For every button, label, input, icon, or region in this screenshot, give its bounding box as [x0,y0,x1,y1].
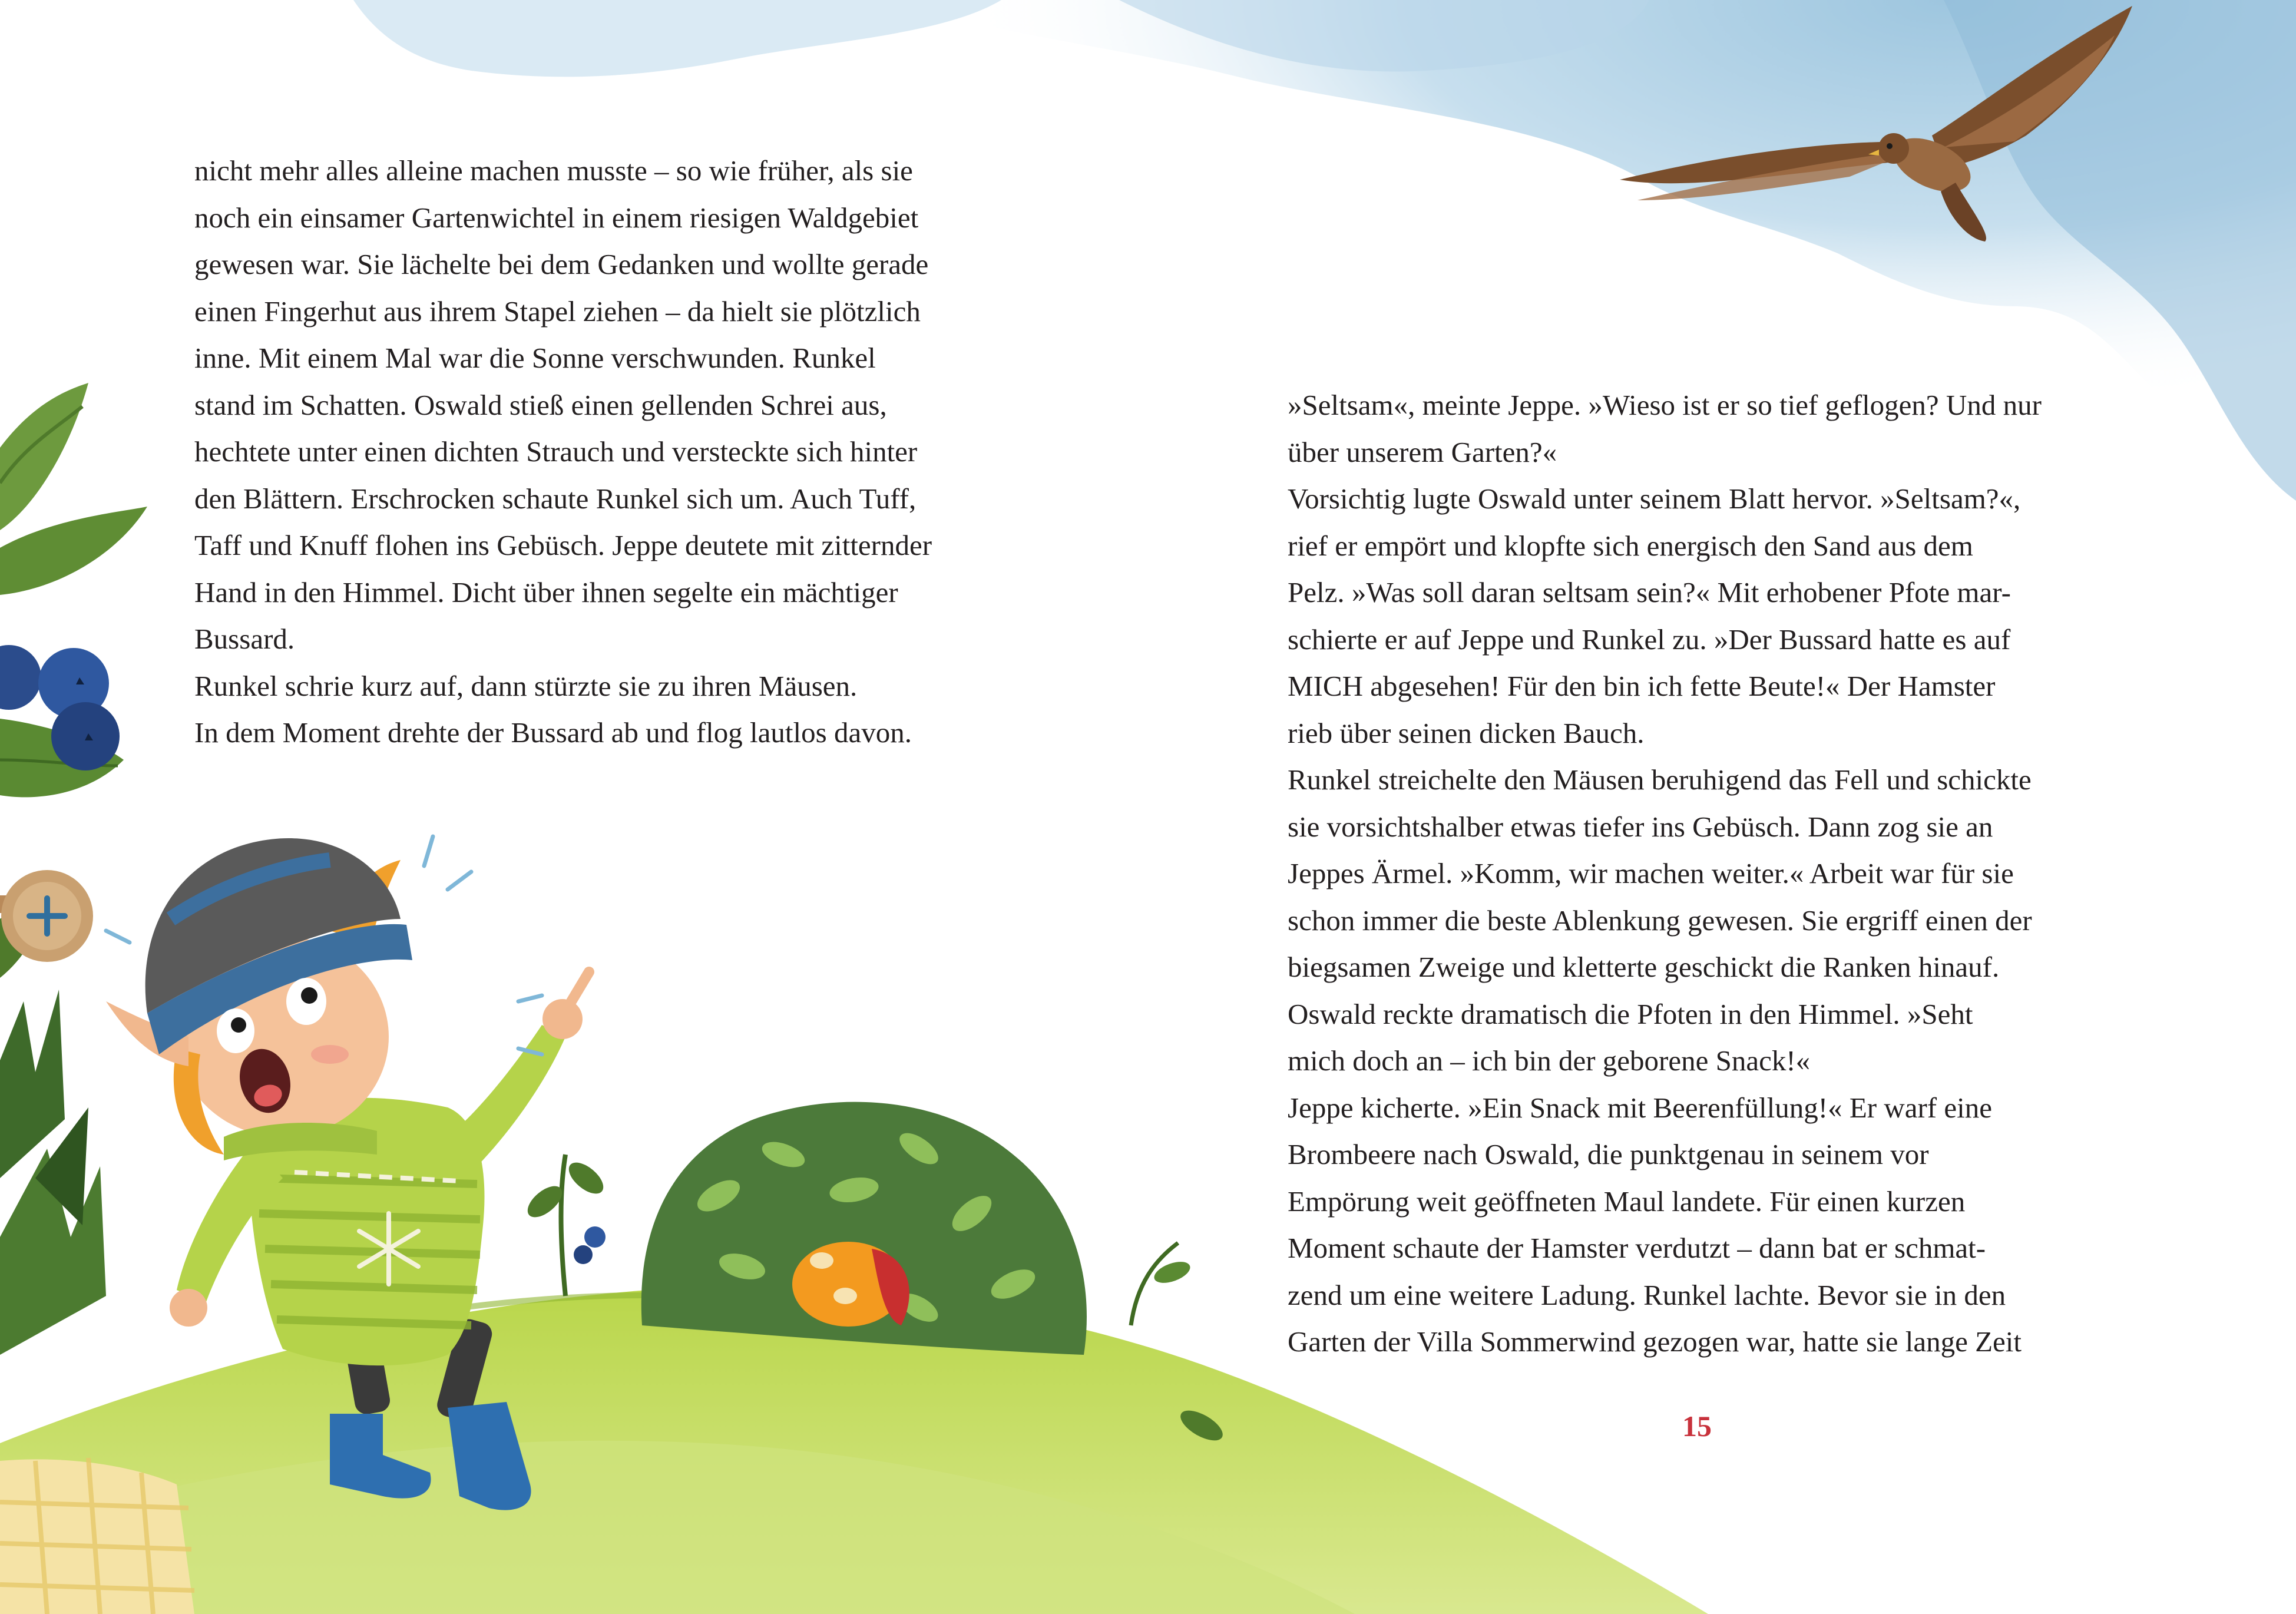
text-line: »Seltsam«, meinte Jeppe. »Wieso ist er so tief geflogen? Und nur [1288,389,2042,421]
text-line: rieb über seinen dicken Bauch. [1288,716,1645,749]
text-line: nicht mehr alles alleine machen musste – so wie früher, als sie [194,154,913,187]
text-line: Brombeere nach Oswald, die punktgenau in seinem vor [1288,1138,1929,1170]
text-line: Bussard. [194,623,295,655]
text-line: schierte er auf Jeppe und Runkel zu. »Der Bussard hatte es auf [1288,623,2011,656]
text-line: In dem Moment drehte der Bussard ab und flog lautlos davon. [194,716,912,749]
text-line: Pelz. »Was soll daran seltsam sein?« Mit erhobener Pfote mar- [1288,576,2011,608]
text-line: Taff und Knuff flohen ins Gebüsch. Jeppe deutete mit zitternder [194,529,932,561]
text-line: hechtete unter einen dichten Strauch und versteckte sich hinter [194,435,918,468]
text-line: über unserem Garten?« [1288,435,1557,468]
text-line: biegsamen Zweige und kletterte geschickt die Ranken hinauf. [1288,951,2000,983]
page-number: 15 [1682,1410,1712,1443]
text-line: Empörung weit geöffneten Maul landete. Für einen kurzen [1288,1185,1966,1218]
text-line: Oswald reckte dramatisch die Pfoten in den Himmel. »Seht [1288,997,1973,1030]
text-line: zend um eine weitere Ladung. Runkel lachte. Bevor sie in den [1288,1278,2006,1311]
text-line: Runkel streichelte den Mäusen beruhigend das Fell und schickte [1288,763,2032,796]
text-line: stand im Schatten. Oswald stieß einen gellenden Schrei aus, [194,388,887,421]
text-line: Jeppe kicherte. »Ein Snack mit Beerenfüllung!« Er warf eine [1288,1091,1992,1124]
text-line: schon immer die beste Ablenkung gewesen. Sie ergriff einen der [1288,904,2032,937]
bush [641,1102,1087,1355]
text-line: inne. Mit einem Mal war die Sonne verschwunden. Runkel [194,342,876,374]
text-line: mich doch an – ich bin der geborene Snack!« [1288,1044,1811,1077]
picnic-blanket [0,1458,194,1614]
text-line: Runkel schrie kurz auf, dann stürzte sie zu ihren Mäusen. [194,669,858,702]
text-line: Vorsichtig lugte Oswald unter seinem Blatt hervor. »Seltsam?«, [1288,482,2021,515]
text-line: einen Fingerhut aus ihrem Stapel ziehen – da hielt sie plötzlich [194,295,921,328]
text-line: den Blättern. Erschrocken schaute Runkel sich um. Auch Tuff, [194,482,917,515]
left-page-text [194,147,932,756]
grass-blades [0,990,106,1355]
text-line: Hand in den Himmel. Dicht über ihnen segelte ein mächtiger [194,576,898,608]
text-line: Jeppes Ärmel. »Komm, wir machen weiter.« Arbeit war für sie [1288,857,2014,889]
text-line: MICH abgesehen! Für den bin ich fette Beute!« Der Hamster [1288,670,1996,702]
text-line: Moment schaute der Hamster verdutzt – dann bat er schmat- [1288,1232,1986,1264]
text-line: Garten der Villa Sommerwind gezogen war, hatte sie lange Zeit [1288,1325,2022,1358]
text-line: gewesen war. Sie lächelte bei dem Gedanken und wollte gerade [194,248,929,280]
text-line: noch ein einsamer Gartenwichtel in einem riesigen Waldgebiet [194,201,919,234]
text-line: sie vorsichtshalber etwas tiefer ins Gebüsch. Dann zog sie an [1288,810,1993,843]
text-line: rief er empört und klopfte sich energisch den Sand aus dem [1288,529,1973,562]
right-page-text [1288,382,2042,1365]
